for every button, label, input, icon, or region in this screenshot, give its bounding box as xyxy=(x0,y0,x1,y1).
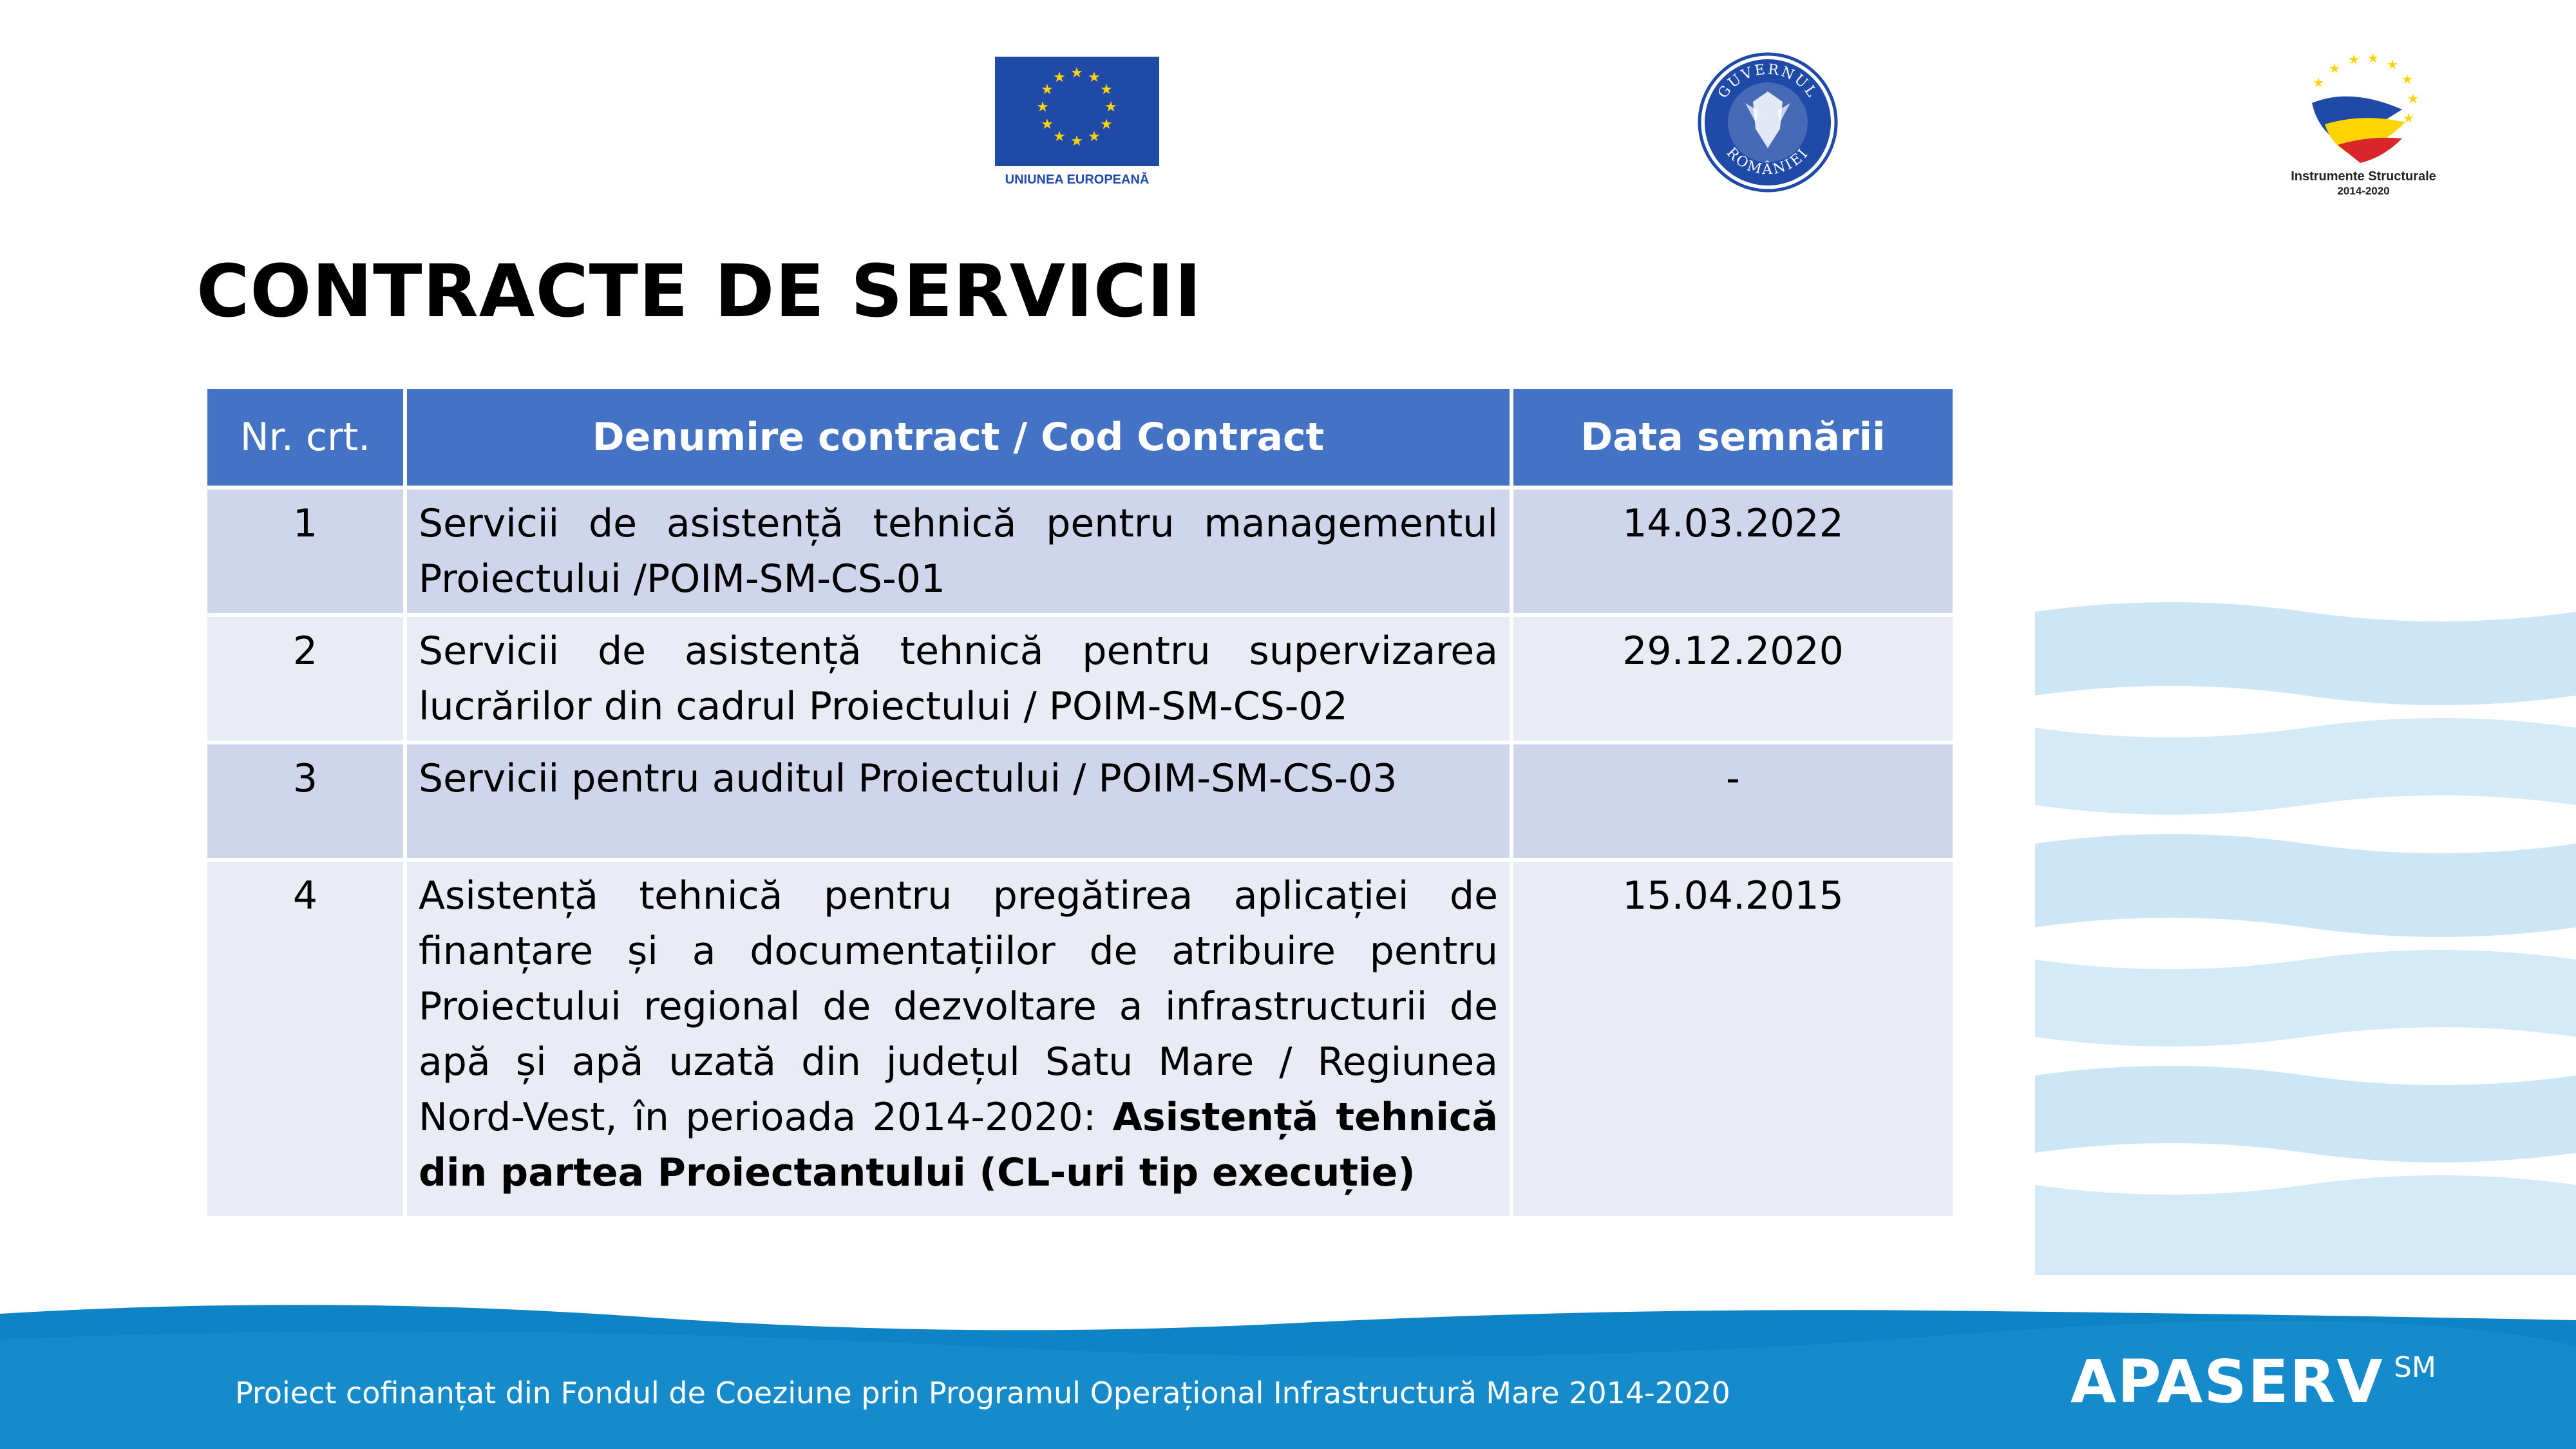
svg-text:★: ★ xyxy=(1053,70,1066,86)
header-nr: Nr. crt. xyxy=(205,387,405,488)
structural-instruments-icon xyxy=(2280,48,2447,167)
signing-date: - xyxy=(1511,743,1955,860)
svg-text:★: ★ xyxy=(1041,82,1054,98)
contract-name-text: Servicii de asistență tehnică pentru managementul Proiectului /POIM-SM-CS-01 xyxy=(419,501,1498,601)
contract-name xyxy=(405,488,1511,615)
svg-text:★: ★ xyxy=(1036,99,1049,115)
signing-date: 29.12.2020 xyxy=(1511,615,1955,743)
table-row xyxy=(205,743,1955,860)
svg-text:★: ★ xyxy=(1088,70,1101,86)
svg-text:★: ★ xyxy=(2401,71,2413,87)
svg-text:★: ★ xyxy=(1100,117,1113,133)
svg-text:★: ★ xyxy=(1053,129,1066,145)
contract-name xyxy=(405,615,1511,743)
signing-date: 15.04.2015 xyxy=(1511,860,1955,1218)
svg-text:★: ★ xyxy=(2348,52,2360,67)
contract-name-text: Servicii de asistență tehnică pentru supervizarea lucrărilor din cadrul Proiectului / POIM-SM-CS-02 xyxy=(419,629,1498,729)
government-logo xyxy=(1694,52,1842,193)
table-header-row xyxy=(205,387,1955,488)
contract-name-text: Asistență tehnică pentru pregătirea aplicației de finanțare și a documentațiilor de atribuire pentru Proiectului regional de dezvoltare a infrastructurii de apă și apă uzată din județul Satu Mare / Regiunea Nord-Vest, în perioada 2014-2020: xyxy=(419,873,1498,1140)
contract-name xyxy=(405,860,1511,1218)
svg-text:★: ★ xyxy=(1070,133,1083,149)
contracts-table-wrapper xyxy=(204,385,2576,1220)
svg-text:ROMÂNIEI: ROMÂNIEI xyxy=(1723,144,1813,178)
structural-instruments-logo xyxy=(2280,48,2447,203)
header-contract-name: Denumire contract / Cod Contract xyxy=(405,387,1511,488)
table-row xyxy=(205,488,1955,615)
contract-name-bold: Asistență tehnică din partea Proiectantului (CL-uri tip execuție) xyxy=(419,1095,1498,1195)
svg-text:★: ★ xyxy=(1070,65,1083,81)
contract-name xyxy=(405,743,1511,860)
apaserv-logo-text: APASERV xyxy=(2070,1347,2384,1416)
row-number: 2 xyxy=(205,615,405,743)
eu-label: UNIUNEA EUROPEANĂ xyxy=(1005,173,1150,187)
row-number: 1 xyxy=(205,488,405,615)
svg-text:★: ★ xyxy=(1100,82,1113,98)
eu-logo xyxy=(995,57,1159,192)
structural-instruments-label: Instrumente Structurale xyxy=(2291,169,2436,184)
svg-text:★: ★ xyxy=(1088,129,1101,145)
svg-text:★: ★ xyxy=(2387,57,2398,72)
page-title: CONTRACTE DE SERVICII xyxy=(196,250,1202,334)
svg-text:★: ★ xyxy=(1041,117,1054,133)
svg-text:★: ★ xyxy=(2367,50,2379,66)
svg-text:★: ★ xyxy=(2313,75,2324,90)
svg-text:★: ★ xyxy=(2407,91,2419,106)
row-number: 4 xyxy=(205,860,405,1218)
signing-date: 14.03.2022 xyxy=(1511,488,1955,615)
footer-text: Proiect cofinanțat din Fondul de Coeziune prin Programul Operațional Infrastructură Mare 2014-2020 xyxy=(235,1376,1730,1410)
table-row xyxy=(205,615,1955,743)
svg-text:★: ★ xyxy=(1104,99,1117,115)
table-row xyxy=(205,860,1955,1218)
apaserv-logo-suffix: SM xyxy=(2394,1351,2436,1384)
contracts-table xyxy=(204,385,1956,1220)
svg-text:★: ★ xyxy=(2403,110,2414,126)
structural-instruments-years: 2014-2020 xyxy=(2337,185,2390,197)
contract-name-text: Servicii pentru auditul Proiectului / POIM-SM-CS-03 xyxy=(419,756,1397,801)
row-number: 3 xyxy=(205,743,405,860)
svg-text:GUVERNUL: GUVERNUL xyxy=(1715,61,1821,102)
header-signing-date: Data semnării xyxy=(1511,387,1955,488)
svg-text:★: ★ xyxy=(2329,61,2340,76)
eu-flag-icon xyxy=(995,57,1159,166)
